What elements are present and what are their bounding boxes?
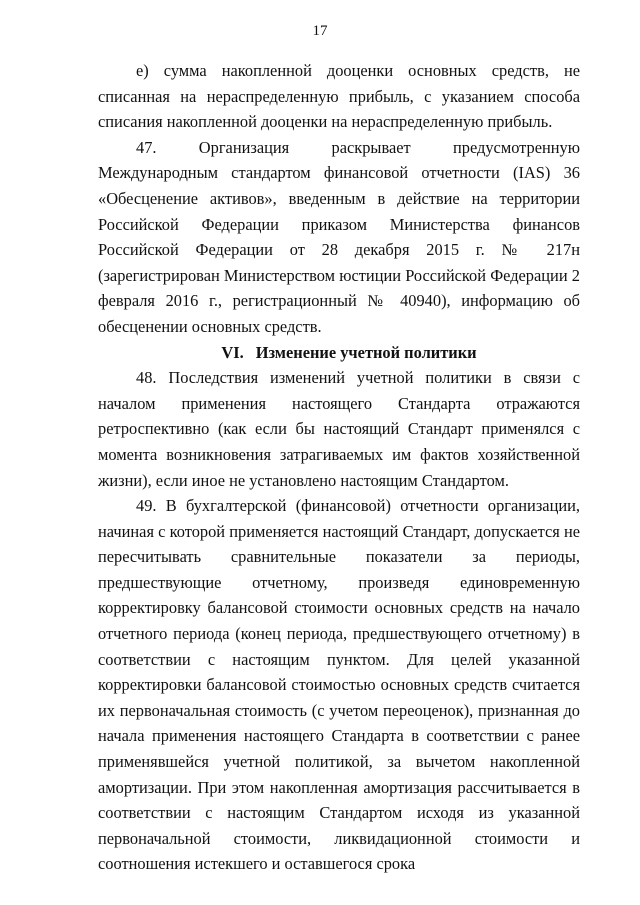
paragraph-49: 49. В бухгалтерской (финансовой) отчетности организации, начиная с которой применяется настоящий Стандарт, допускается не пересчитывать сравнительные показатели за периоды, предшествующие отчетному, произведя единовременную корректировку балансовой стоимости основных средств на начало отчетного периода (конец периода, предшествующего отчетному) в соответствии с настоящим пунктом. Для целей указанной корректировки балансовой стоимостью основных средств считается их первоначальная стоимость (с учетом переоценок), признанная до начала применения настоящего Стандарта в соответствии с ранее применявшейся учетной политикой, за вычетом накопленной амортизации. При этом накопленная амортизация рассчитывается в соответствии с настоящим Стандартом исходя из указанной первоначальной стоимости, ликвидационной стоимости и соотношения истекшего и оставшегося срока bbox=[98, 496, 580, 874]
paragraph-e: е) сумма накопленной дооценки основных средств, не списанная на нераспределенную прибыль, с указанием способа списания накопленной дооценки на нераспределенную прибыль. bbox=[98, 61, 580, 132]
paragraph-48: 48. Последствия изменений учетной политики в связи с началом применения настоящего Стандарта отражаются ретроспективно (как если бы настоящий Стандарт применялся с момента возникновения затрагиваемых им фактов хозяйственной жизни), если иное не установлено настоящим Стандартом. bbox=[98, 368, 580, 490]
section-number: VI. bbox=[221, 342, 244, 362]
document-body bbox=[98, 58, 580, 877]
section-title: Изменение учетной политики bbox=[255, 342, 477, 362]
page-number: 17 bbox=[312, 23, 328, 39]
section-heading bbox=[98, 340, 580, 366]
paragraph-47: 47. Организация раскрывает предусмотренную Международным стандартом финансовой отчетности (IAS) 36 «Обесценение активов», введенным в действие на территории Российской Федерации приказом Министерства финансов Российской Федерации от 28 декабря 2015 г. № 217н (зарегистрирован Министерством юстиции Российской Федерации 2 февраля 2016 г., регистрационный № 40940), информацию об обесценении основных средств. bbox=[98, 137, 580, 336]
